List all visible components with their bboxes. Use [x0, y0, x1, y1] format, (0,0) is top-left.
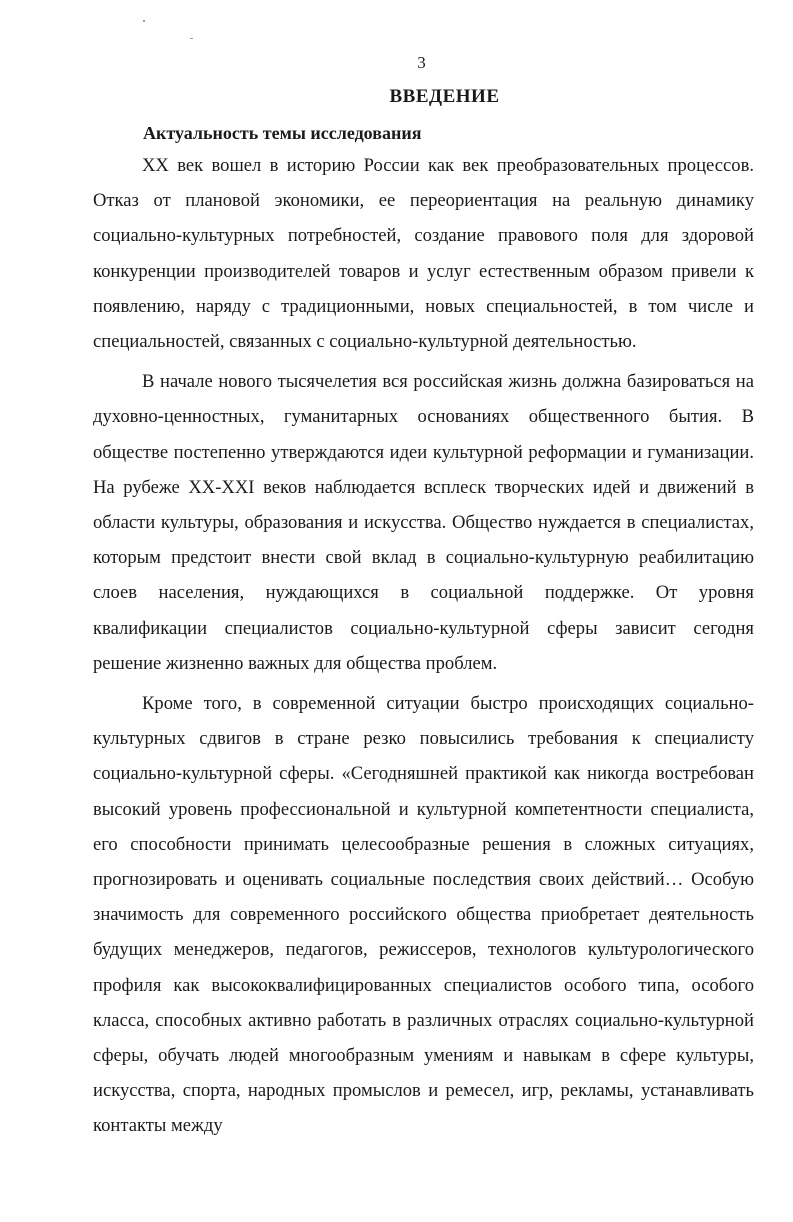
paragraph-1: XX век вошел в историю России как век преобразовательных процессов. Отказ от плановой экономики, ее переориентация на реальную динамику социально-культурных потребностей, создание правового поля для здоровой конкуренции производителей товаров и услуг естественным образом привели к появлению, наряду с традиционными, новых специальностей, в том числе и специальностей, связанных с социально-культурной деятельностью.	[93, 155, 754, 353]
section-title: Актуальность темы исследования	[143, 123, 422, 143]
scan-speck	[143, 20, 145, 22]
scan-speck	[190, 38, 193, 39]
paragraph-2: В начале нового тысячелетия вся российская жизнь должна базироваться на духовно-ценностных, гуманитарных основаниях общественного бытия. В обществе постепенно утверждаются идеи культурной реформации и гуманизации. На рубеже XX-XXI веков наблюдается всплеск творческих идей и движений в области культуры, образования и искусства. Общество нуждается в специалистах, которым предстоит внести свой вклад в социально-культурную реабилитацию слоев населения, нуждающихся в социальной поддержке. От уровня квалификации специалистов социально-культурной сферы зависит сегодня решение жизненно важных для общества проблем.	[93, 371, 754, 674]
paragraph-3: Кроме того, в современной ситуации быстро происходящих социально-культурных сдвигов в стране резко повысились требования к специалисту социально-культурной сферы. «Сегодняшней практикой как никогда востребован высокий уровень профессиональной и культурной компетентности специалиста, его способности принимать целесообразные решения в сложных ситуациях, прогнозировать и оценивать социальные последствия своих действий… Особую значимость для современного российского общества приобретает деятельность будущих менеджеров, педагогов, режиссеров, технологов культурологического профиля как высококвалифицированных специалистов особого типа, особого класса, способных активно работать в различных отраслях социально-культурной сферы, обучать людей многообразным умениям и навыкам в сфере культуры, искусства, спорта, народных промыслов и ремесел, игр, рекламы, устанавливать контакты между	[93, 693, 754, 1137]
body-text	[93, 148, 754, 1144]
chapter-title: ВВЕДЕНИЕ	[389, 86, 500, 107]
page-number: 3	[417, 53, 426, 72]
